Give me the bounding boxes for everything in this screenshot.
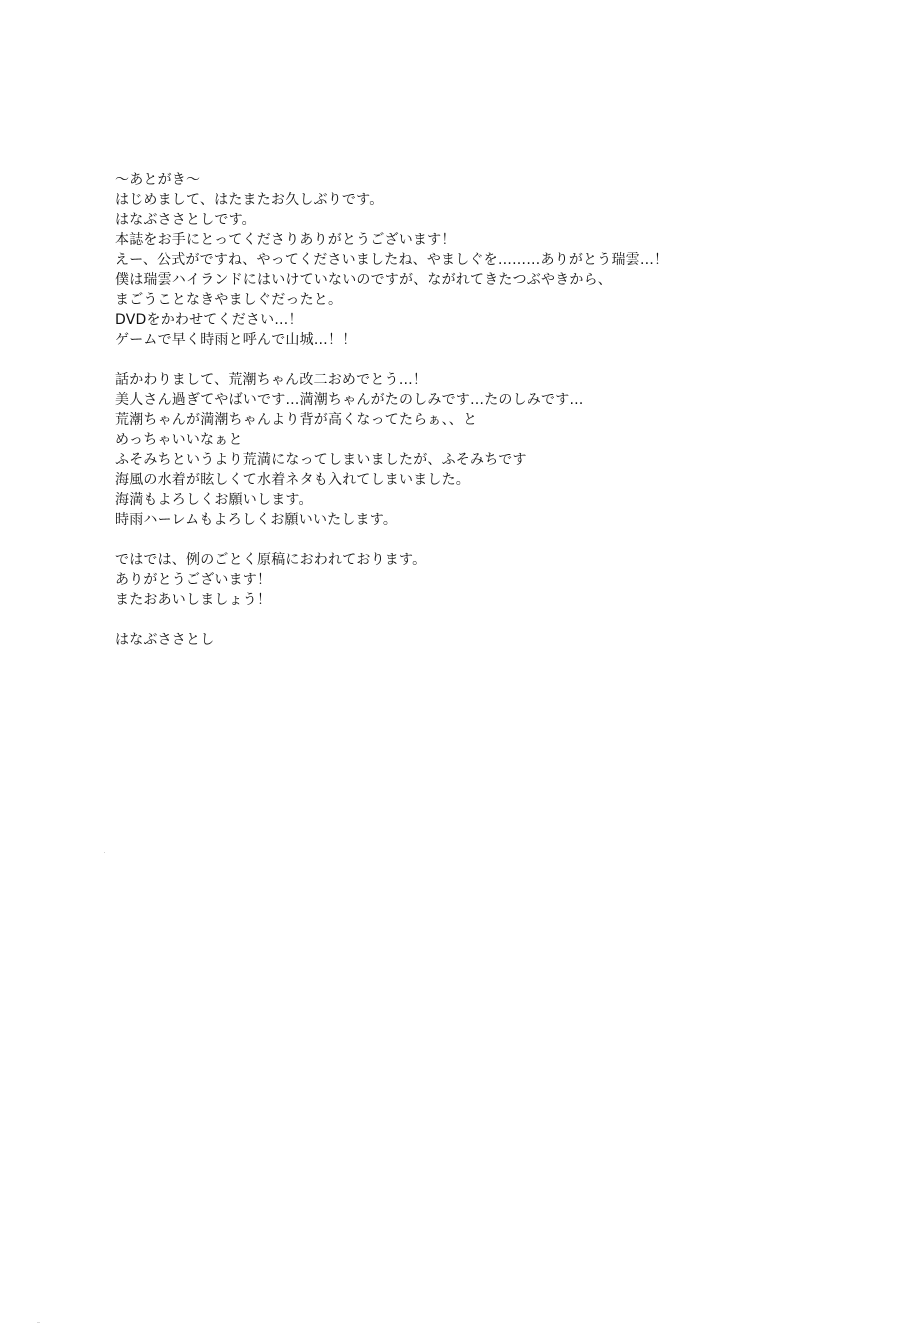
middle-line: めっちゃいいなぁと	[115, 432, 243, 448]
middle-line: 時雨ハーレムもよろしくお願いいたします。	[115, 512, 398, 528]
scan-speck	[37, 1322, 40, 1323]
scan-speck	[104, 852, 105, 853]
intro-line: はじめまして、はたまたお久しぶりです。	[115, 192, 384, 208]
author-signature: はなぶささとし	[115, 632, 215, 648]
intro-line: 僕は瑞雲ハイランドにはいけていないのですが、ながれてきたつぶやきから、	[115, 272, 612, 288]
intro-line: 本誌をお手にとってくださりありがとうございます！	[115, 232, 456, 248]
closing-paragraph	[115, 550, 815, 610]
middle-line: 海風の水着が眩しくて水着ネタも入れてしまいました。	[115, 472, 470, 488]
closing-line: ではでは、例のごとく原稿におわれております。	[115, 552, 427, 568]
middle-line: 海満もよろしくお願いします。	[115, 492, 313, 508]
intro-line: はなぶささとしです。	[115, 212, 256, 228]
middle-line: 話かわりまして、荒潮ちゃん改二おめでとう…！	[115, 372, 428, 388]
afterword-text	[115, 170, 815, 650]
intro-line: ゲームで早く時雨と呼んで山城…！！	[115, 332, 357, 348]
middle-line: 荒潮ちゃんが満潮ちゃんより背が高くなってたらぁ、、と	[115, 412, 478, 428]
intro-paragraph	[115, 190, 815, 350]
intro-line: えー、公式がですね、やってくださいましたね、やましぐを………ありがとう瑞雲…！	[115, 252, 669, 268]
afterword-heading: 〜あとがき〜	[115, 172, 201, 188]
intro-line: DVDをかわせてください…！	[115, 312, 303, 328]
middle-line: 美人さん過ぎてやばいです…満潮ちゃんがたのしみです…たのしみです…	[115, 392, 584, 408]
middle-line: ふそみちというより荒満になってしまいましたが、ふそみちです	[115, 452, 527, 468]
middle-paragraph	[115, 370, 815, 530]
closing-line: ありがとうございます！	[115, 572, 272, 588]
intro-line: まごうことなきやましぐだったと。	[115, 292, 343, 308]
closing-line: またおあいしましょう！	[115, 592, 272, 608]
